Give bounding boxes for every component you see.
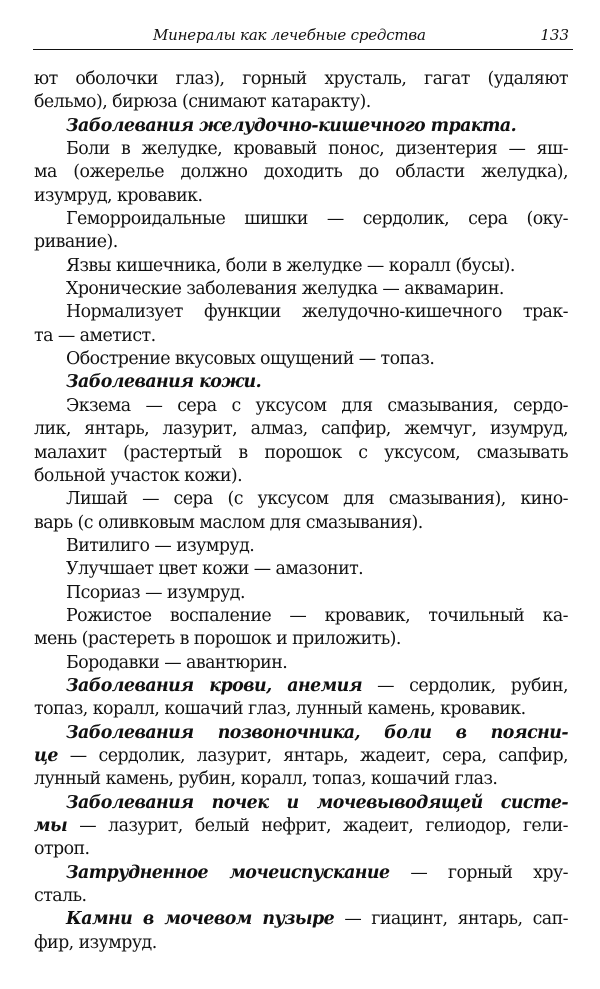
- text-line: [34, 278, 568, 301]
- text-line: [34, 512, 568, 535]
- text-line: [34, 535, 568, 558]
- section-heading: мы: [34, 816, 68, 836]
- line-text: — горный хру-: [389, 862, 568, 883]
- line-text: бельмо), бирюза (снимают катаракту).: [34, 92, 371, 113]
- text-line: [34, 628, 568, 651]
- text-line: [34, 838, 568, 861]
- section-heading: Заболевания позвоночника, боли в поясни-: [66, 722, 568, 743]
- text-line: [34, 371, 568, 394]
- text-line: [34, 442, 568, 465]
- text-line: [34, 161, 568, 184]
- text-line: [34, 348, 568, 371]
- line-text: — сердолик, лазурит, янтарь, жадеит, сера, сапфир,: [57, 745, 568, 766]
- line-text: — сердолик, рубин,: [362, 675, 568, 696]
- line-text: Псориаз — изумруд.: [66, 582, 245, 603]
- line-text: Улучшает цвет кожи — амазонит.: [66, 559, 364, 580]
- line-text: лунный камень, рубин, коралл, топаз, кошачий глаз.: [34, 769, 498, 790]
- line-text: отроп.: [34, 839, 90, 860]
- line-text: Экзема — сера с уксусом для смазывания, сердо-: [66, 395, 568, 416]
- line-text: фир, изумруд.: [34, 932, 157, 953]
- text-line: [34, 185, 568, 208]
- text-line: [34, 558, 568, 581]
- line-text: Боли в желудке, кровавый понос, дизентерия — яш-: [66, 139, 568, 160]
- line-text: Язвы кишечника, боли в желудке — коралл (бусы).: [66, 255, 515, 276]
- running-header: [33, 22, 573, 50]
- section-heading: це: [34, 745, 58, 766]
- page-number: 133: [540, 26, 569, 44]
- line-text: изумруд, кровавик.: [34, 185, 203, 206]
- text-line: [34, 418, 568, 441]
- text-line: [34, 885, 568, 908]
- text-line: [34, 395, 568, 418]
- line-text: Нормализует функции желудочно-кишечного трак-: [66, 302, 568, 323]
- header-rule: [33, 49, 573, 50]
- line-text: малахит (растертый в порошок с уксусом, смазывать: [34, 442, 568, 463]
- line-text: — лазурит, белый нефрит, жадеит, гелиодор, гели-: [67, 816, 568, 836]
- line-text: Обострение вкусовых ощущений — топаз.: [66, 349, 435, 370]
- text-line: [34, 255, 568, 278]
- line-text: — гиацинт, янтарь, сап-: [334, 909, 568, 930]
- text-line: [34, 908, 568, 931]
- text-line: [34, 768, 568, 791]
- line-text: мень (растереть в порошок и приложить).: [34, 629, 401, 650]
- line-text: та — аметист.: [34, 325, 156, 346]
- section-heading: Заболевания крови, анемия: [66, 675, 363, 696]
- line-text: сталь.: [34, 886, 87, 907]
- line-text: Рожистое воспаление — кровавик, точильный ка-: [66, 605, 568, 626]
- section-heading: Камни в мочевом пузыре: [66, 909, 335, 930]
- line-text: ривание).: [34, 232, 118, 253]
- text-line: [34, 792, 568, 815]
- section-heading: Затрудненное мочеиспускание: [66, 862, 390, 883]
- text-line: [34, 605, 568, 628]
- text-line: [34, 582, 568, 605]
- line-text: варь (с оливковым маслом для смазывания).: [34, 512, 423, 533]
- section-heading: Заболевания желудочно-кишечного тракта.: [66, 115, 517, 136]
- line-text: топаз, коралл, кошачий глаз, лунный камень, кровавик.: [34, 699, 526, 720]
- text-line: [34, 325, 568, 348]
- text-line: [34, 815, 568, 838]
- text-line: [34, 862, 568, 885]
- section-heading: Заболевания почек и мочевыводящей систе-: [66, 792, 568, 813]
- text-line: [34, 301, 568, 324]
- text-line: [34, 138, 568, 161]
- text-line: [34, 745, 568, 768]
- text-line: [34, 231, 568, 254]
- line-text: Хронические заболевания желудка — аквамарин.: [66, 279, 504, 300]
- text-line: [34, 932, 568, 955]
- line-text: лик, янтарь, лазурит, алмаз, сапфир, жемчуг, изумруд,: [34, 419, 568, 440]
- text-line: [34, 208, 568, 231]
- running-title: Минералы как лечебные средства: [153, 26, 426, 44]
- line-text: Витилиго — изумруд.: [66, 535, 255, 556]
- section-heading: Заболевания кожи.: [66, 372, 262, 393]
- text-line: [34, 488, 568, 511]
- text-line: [34, 68, 568, 91]
- text-line: [34, 675, 568, 698]
- text-line: [34, 652, 568, 675]
- line-text: Лишай — сера (с уксусом для смазывания), кино-: [66, 489, 568, 510]
- line-text: Бородавки — авантюрин.: [66, 652, 288, 673]
- line-text: Геморроидальные шишки — сердолик, сера (оку-: [66, 209, 568, 230]
- line-text: ма (ожерелье должно доходить до области желудка),: [34, 162, 568, 183]
- text-line: [34, 115, 568, 138]
- page-body-text: [34, 68, 568, 955]
- line-text: больной участок кожи).: [34, 465, 243, 486]
- text-line: [34, 698, 568, 721]
- text-line: [34, 91, 568, 114]
- text-line: [34, 722, 568, 745]
- text-line: [34, 465, 568, 488]
- line-text: ют оболочки глаз), горный хрусталь, гагат (удаляют: [34, 69, 568, 89]
